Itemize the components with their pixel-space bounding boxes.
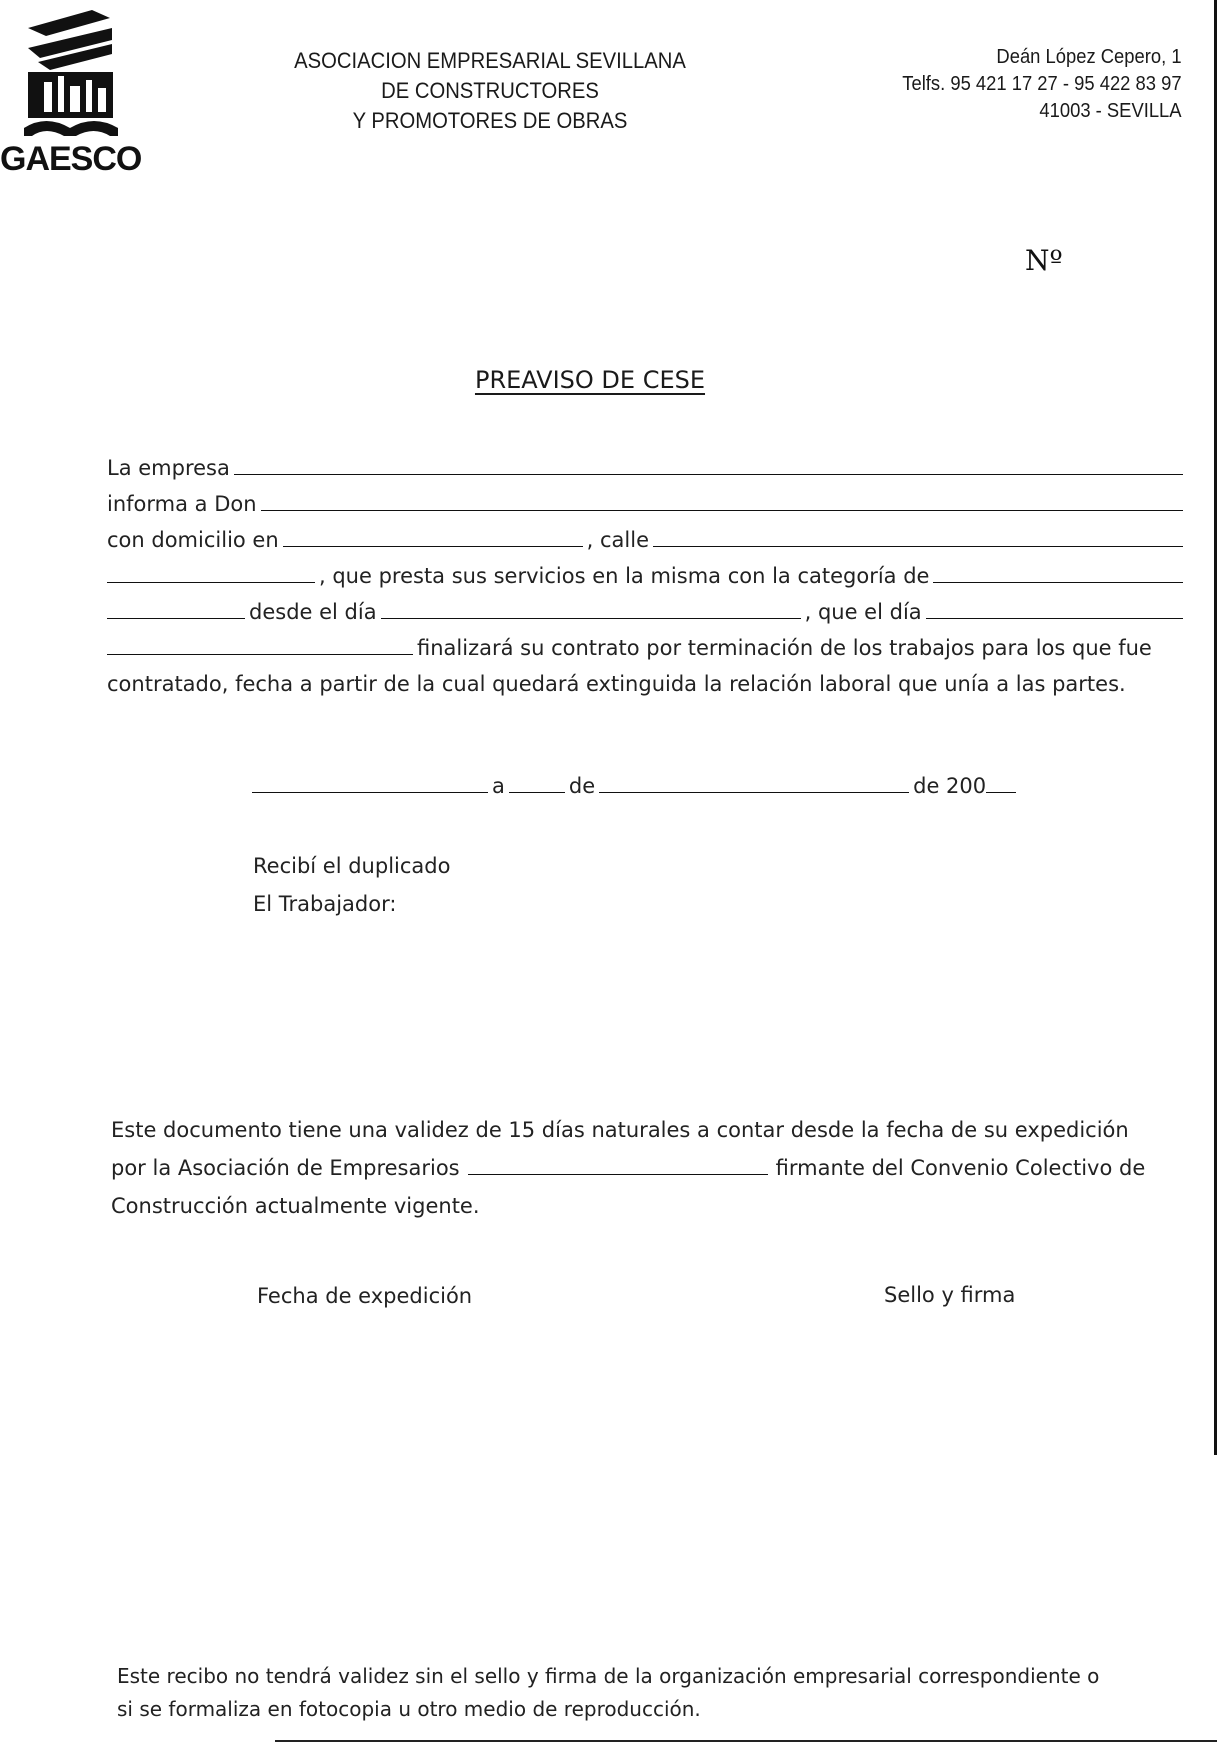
scan-edge-bottom <box>275 1740 1217 1742</box>
organization-name <box>288 46 693 136</box>
desde-label: desde el día <box>249 600 377 624</box>
org-line: Y PROMOTORES DE OBRAS <box>352 108 628 133</box>
validity-paragraph <box>111 1111 1201 1225</box>
firmante-label: firmante del Convenio Colectivo de <box>775 1156 1146 1180</box>
calle-label: , calle <box>586 528 650 552</box>
dia-field[interactable] <box>509 791 565 793</box>
fecha-fin-field[interactable] <box>107 653 413 655</box>
finalizara-row <box>107 636 1187 660</box>
finalizara-label: finalizará su contrato por terminación de los trabajos para los que fue <box>417 636 1152 660</box>
validity-line: Construcción actualmente vigente. <box>111 1194 480 1218</box>
phone-line: Telfs. 95 421 17 27 - 95 422 83 97 <box>902 73 1182 95</box>
footer-line: Este recibo no tendrá validez sin el sello y firma de la organización empresarial correspondiente o <box>117 1664 1100 1688</box>
mes-field[interactable] <box>599 791 909 793</box>
empresa-field[interactable] <box>234 473 1183 475</box>
contratado-text: contratado, fecha a partir de la cual quedará extinguida la relación laboral que unía a las partes. <box>107 672 1126 696</box>
document-title <box>0 366 1180 394</box>
trabajador-label: El Trabajador: <box>253 892 397 916</box>
trabajador-name-field[interactable] <box>261 509 1183 511</box>
que-el-dia-field[interactable] <box>926 617 1183 619</box>
year-field[interactable] <box>986 791 1016 793</box>
address-line: Deán López Cepero, 1 <box>996 46 1182 68</box>
fechas-row <box>107 600 1187 624</box>
categoria-cont-field[interactable] <box>107 617 245 619</box>
presta-label: , que presta sus servicios en la misma con la categoría de <box>319 564 930 588</box>
city-line: 41003 - SEVILLA <box>1039 100 1182 122</box>
title-text: PREAVISO DE CESE <box>474 366 706 394</box>
sello-firma-label: Sello y firma <box>884 1283 1016 1307</box>
date-row <box>252 774 1072 798</box>
informa-row <box>107 492 1187 516</box>
numero-calle-field[interactable] <box>107 581 315 583</box>
domicilio-row <box>107 528 1187 552</box>
logo-wordmark: GAESCO <box>0 140 142 178</box>
empresa-row <box>107 456 1187 480</box>
que-el-dia-label: , que el día <box>804 600 922 624</box>
asociacion-field[interactable] <box>468 1173 768 1175</box>
receipt-block <box>253 847 450 923</box>
contratado-row <box>107 672 1197 696</box>
date-year-label: de 200 <box>913 774 987 798</box>
validity-line: Este documento tiene una validez de 15 días naturales a contar desde la fecha de su expedición <box>111 1118 1129 1142</box>
footer-line: si se formaliza en fotocopia u otro medio de reproducción. <box>117 1697 701 1721</box>
domicilio-label: con domicilio en <box>107 528 279 552</box>
lugar-field[interactable] <box>252 791 488 793</box>
categoria-field[interactable] <box>933 581 1183 583</box>
informa-label: informa a Don <box>107 492 257 516</box>
calle-field[interactable] <box>653 545 1183 547</box>
desde-dia-field[interactable] <box>381 617 801 619</box>
org-line: DE CONSTRUCTORES <box>381 78 599 103</box>
domicilio-field[interactable] <box>283 545 583 547</box>
footer-note <box>117 1660 1217 1726</box>
document-number-label: Nº <box>1025 244 1063 277</box>
validity-line-2 <box>111 1149 1201 1187</box>
date-a-label: a <box>492 774 505 798</box>
recibi-duplicado: Recibí el duplicado <box>253 854 451 878</box>
asociacion-label: por la Asociación de Empresarios <box>111 1156 460 1180</box>
org-line: ASOCIACION EMPRESARIAL SEVILLANA <box>294 48 686 73</box>
fecha-expedicion-label: Fecha de expedición <box>257 1284 473 1308</box>
address-block <box>903 44 1182 125</box>
date-de-label: de <box>568 774 596 798</box>
empresa-label: La empresa <box>107 456 230 480</box>
categoria-row <box>107 564 1187 588</box>
